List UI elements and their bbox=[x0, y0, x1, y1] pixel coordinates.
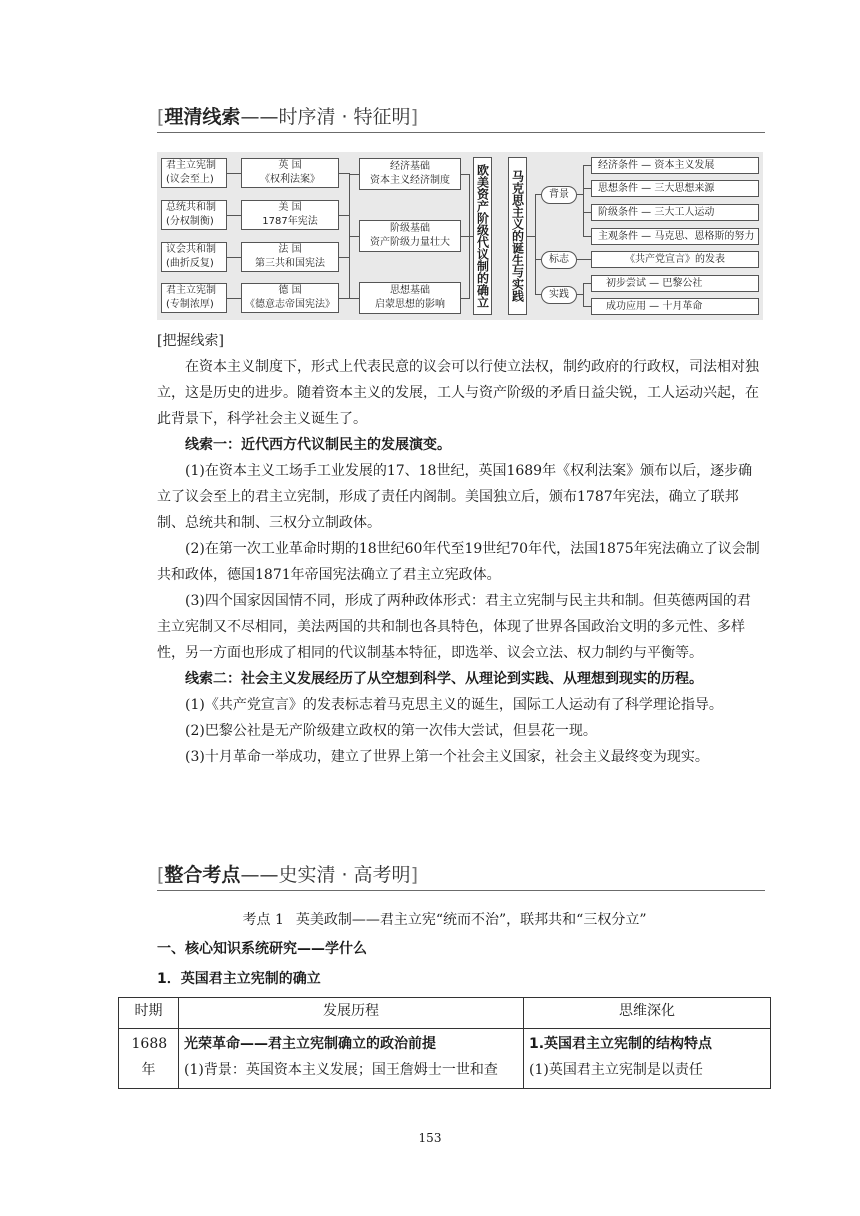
period-cell: 1688年 bbox=[119, 1029, 179, 1089]
type-box: 君主立宪制 (专制浓厚) bbox=[161, 283, 227, 313]
clue-diagram bbox=[157, 152, 763, 320]
foundation-box: 经济基础 资本主义经济制度 bbox=[359, 158, 461, 190]
condition-item: 经济条件 — 资本主义发展 bbox=[591, 157, 759, 174]
symbol-oval: 标志 bbox=[541, 251, 577, 269]
condition-item: 思想条件 — 三大思想来源 bbox=[591, 180, 759, 197]
grasp-title: [把握线索] bbox=[157, 333, 224, 349]
deepening-cell bbox=[524, 1029, 771, 1089]
thread-one-title: 线索一：近代西方代议制民主的发展演变。 bbox=[185, 437, 451, 453]
thread-two-item: (3)十月革命一举成功，建立了世界上第一个社会主义国家，社会主义最终变为现实。 bbox=[185, 749, 709, 765]
structure-title: 1.英国君主立宪制的结构特点 bbox=[529, 1036, 713, 1052]
representative-system-box: 欧美资产阶级代议制的确立 bbox=[473, 157, 492, 315]
condition-item: 阶级条件 — 三大工人运动 bbox=[591, 204, 759, 221]
development-line: (1)背景：英国资本主义发展；国王詹姆士一世和查 bbox=[184, 1062, 498, 1078]
thread-one-item: (2)在第一次工业革命时期的18世纪60年代至19世纪70年代，法国1875年宪法确立了议会制共和政体，德国1871年帝国宪法确立了君主立宪政体。 bbox=[157, 541, 760, 583]
country-box: 英 国 《权利法案》 bbox=[241, 158, 339, 188]
knowledge-table bbox=[118, 997, 771, 1089]
section-header-clues: [理清线索——时序清 · 特征明] bbox=[157, 104, 765, 133]
header-development: 发展历程 bbox=[179, 998, 524, 1029]
kaodian-label: 考点 1 bbox=[242, 912, 284, 928]
kaodian-line bbox=[118, 909, 771, 931]
clue-text bbox=[157, 328, 763, 770]
thread-one-item: (1)在资本主义工场手工业发展的17、18世纪，英国1689年《权利法案》颁布以后，逐步确立了议会至上的君主立宪制，形成了责任内阁制。美国独立后，颁布1787年宪法，确立了联邦制、总统共和制、三权分立制政体。 bbox=[157, 463, 753, 531]
table-header-row bbox=[119, 998, 771, 1029]
section-title: 理清线索 bbox=[164, 106, 241, 128]
section-header-exam: [整合考点——史实清 · 高考明] bbox=[157, 862, 765, 891]
manifesto-item: 《共产党宣言》的发表 bbox=[591, 251, 759, 268]
intro-paragraph: 在资本主义制度下，形式上代表民意的议会可以行使立法权，制约政府的行政权，司法相对独立，这是历史的进步。随着资本主义的发展，工人与资产阶级的矛盾日益尖锐，工人运动兴起，在此背景下，科学社会主义诞生了。 bbox=[157, 359, 759, 427]
section-title: 整合考点 bbox=[164, 864, 241, 886]
type-box: 君主立宪制 (议会至上) bbox=[161, 158, 227, 188]
marxism-box: 马克思主义的诞生与实践 bbox=[508, 157, 527, 315]
type-box: 总统共和制 (分权制衡) bbox=[161, 200, 227, 230]
background-oval: 背景 bbox=[541, 186, 577, 204]
type-box: 议会共和制 (曲折反复) bbox=[161, 242, 227, 272]
core-knowledge-heading: 一、核心知识系统研究——学什么 bbox=[157, 941, 367, 957]
header-period: 时期 bbox=[119, 998, 179, 1029]
section-subtitle: ——时序清 · 特征明 bbox=[240, 106, 411, 128]
country-box: 德 国 《德意志帝国宪法》 bbox=[241, 283, 339, 313]
foundation-box: 阶级基础 资产阶级力量壮大 bbox=[359, 220, 461, 252]
glorious-revolution-title: 光荣革命——君主立宪制确立的政治前提 bbox=[184, 1036, 436, 1052]
thread-two-item: (1)《共产党宣言》的发表标志着马克思主义的诞生，国际工人运动有了科学理论指导。 bbox=[185, 697, 723, 713]
country-box: 美 国 1787年宪法 bbox=[241, 200, 339, 230]
practice-item: 初步尝试 — 巴黎公社 bbox=[591, 275, 759, 292]
practice-oval: 实践 bbox=[541, 286, 577, 304]
header-deepening: 思维深化 bbox=[524, 998, 771, 1029]
page-number: 153 bbox=[418, 1131, 442, 1145]
thread-two-title: 线索二：社会主义发展经历了从空想到科学、从理论到实践、从理想到现实的历程。 bbox=[185, 671, 703, 687]
country-box: 法 国 第三共和国宪法 bbox=[241, 242, 339, 272]
deepening-line: (1)英国君主立宪制是以责任 bbox=[529, 1062, 703, 1078]
practice-item: 成功应用 — 十月革命 bbox=[591, 298, 759, 315]
development-cell bbox=[179, 1029, 524, 1089]
kaodian-text: 英美政制——君主立宪“统而不治”，联邦共和“三权分立” bbox=[295, 912, 647, 928]
section-subtitle: ——史实清 · 高考明 bbox=[240, 864, 411, 886]
foundation-box: 思想基础 启蒙思想的影响 bbox=[359, 282, 461, 314]
condition-item: 主观条件 — 马克思、恩格斯的努力 bbox=[591, 228, 759, 245]
uk-constitution-heading: 1．英国君主立宪制的确立 bbox=[157, 971, 321, 987]
table-row bbox=[119, 1029, 771, 1089]
thread-two-item: (2)巴黎公社是无产阶级建立政权的第一次伟大尝试，但昙花一现。 bbox=[185, 723, 597, 739]
thread-one-item: (3)四个国家因国情不同，形成了两种政体形式：君主立宪制与民主共和制。但英德两国的君主立宪制又不尽相同，美法两国的共和制也各具特色，体现了世界各国政治文明的多元性、多样性，另一方面也形成了相同的代议制基本特征，即选举、议会立法、权力制约与平衡等。 bbox=[157, 593, 751, 661]
